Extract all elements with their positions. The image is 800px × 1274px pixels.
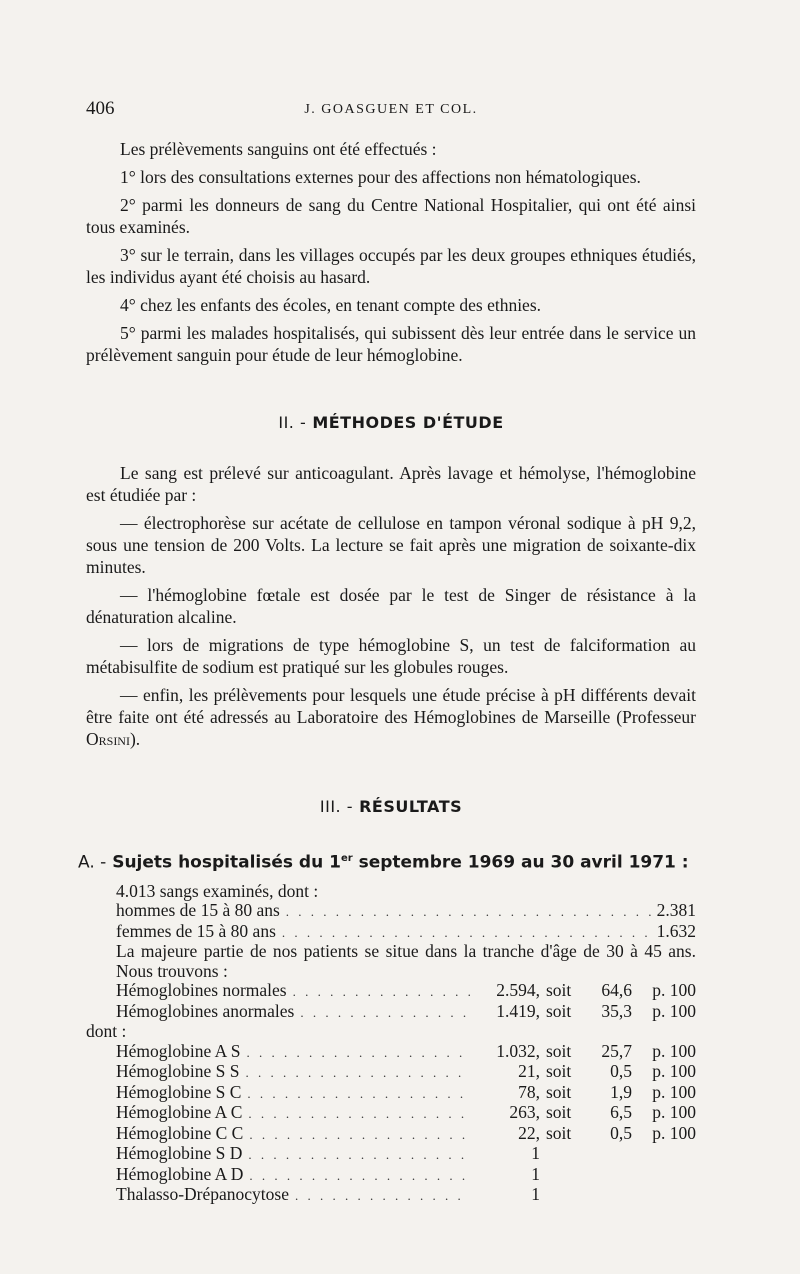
subsection-title-sup: er	[340, 853, 353, 864]
total-line: 4.013 sangs examinés, dont :	[116, 880, 319, 901]
row-count: 1.032,	[496, 1040, 540, 1061]
row-count: 1	[531, 1143, 540, 1164]
row-count: 1.419,	[496, 1000, 540, 1021]
page-number: 406	[86, 98, 115, 119]
row-count: 1	[531, 1163, 540, 1184]
row-soit: soit	[546, 1061, 572, 1082]
row-unit: p. 100	[652, 1061, 696, 1082]
row-count: 21,	[518, 1061, 540, 1082]
row-percent: 1,9	[610, 1081, 632, 1102]
row-count: 78,	[518, 1081, 540, 1102]
section-heading-methods	[86, 412, 696, 434]
page-body	[78, 138, 696, 1206]
leader-dots	[248, 1104, 470, 1124]
detail-row	[86, 1103, 696, 1124]
detail-row	[86, 1042, 696, 1063]
row-soit: soit	[546, 1102, 572, 1123]
row-count: 2.594,	[496, 980, 540, 1001]
row-label: Hémoglobine C C	[116, 1122, 244, 1143]
leader-dots	[286, 902, 651, 922]
detail-row	[86, 1144, 696, 1165]
page-header	[86, 98, 696, 124]
row-label: Hémoglobine S D	[116, 1143, 243, 1164]
section-heading-results	[86, 796, 696, 818]
detail-row	[86, 1124, 696, 1145]
methods-paragraph: — l'hémoglobine fœtale est dosée par le test de Singer de résistance à la dénaturation alcaline.	[86, 585, 696, 627]
intro-item-3: 3° sur le terrain, dans les villages occupés par les deux groupes ethniques étudiés, les individus ayant été choisis au hasard.	[86, 245, 696, 287]
row-value: 2.381	[656, 900, 696, 921]
leader-dots	[248, 1145, 470, 1165]
row-percent: 64,6	[601, 980, 632, 1001]
row-percent: 0,5	[610, 1061, 632, 1082]
row-label: hommes de 15 à 80 ans	[116, 900, 280, 921]
leader-dots	[295, 1186, 470, 1206]
row-soit: soit	[546, 1040, 572, 1061]
row-count: 263,	[509, 1102, 540, 1123]
row-unit: p. 100	[652, 1122, 696, 1143]
section-number: II. -	[278, 413, 307, 432]
leader-dots	[246, 1043, 470, 1063]
intro-item-2: 2° parmi les donneurs de sang du Centre National Hospitalier, qui ont été ainsi tous examinés.	[86, 195, 696, 237]
section-number: III. -	[319, 797, 353, 816]
methods-paragraph-last	[86, 684, 696, 750]
leader-dots	[300, 1003, 470, 1023]
detail-row	[86, 1165, 696, 1186]
row-unit: p. 100	[652, 980, 696, 1001]
row-count: 22,	[518, 1122, 540, 1143]
row-percent: 35,3	[601, 1000, 632, 1021]
row-soit: soit	[546, 1000, 572, 1021]
row-unit: p. 100	[652, 1040, 696, 1061]
leader-dots	[247, 1084, 470, 1104]
running-head: J. GOASGUEN ET COL.	[304, 102, 478, 117]
subsection-title-part1: Sujets hospitalisés du 1	[112, 852, 341, 873]
row-percent: 6,5	[610, 1102, 632, 1123]
row-label: Hémoglobine A S	[116, 1040, 241, 1061]
row-soit: soit	[546, 1081, 572, 1102]
row-unit: p. 100	[652, 1102, 696, 1123]
intro-item-5: 5° parmi les malades hospitalisés, qui subissent dès leur entrée dans le service un prélèvement sanguin pour étude de leur hémoglobine.	[86, 323, 696, 365]
section-title: MÉTHODES D'ÉTUDE	[312, 413, 504, 432]
sex-row	[86, 922, 696, 943]
methods-text: — enfin, les prélèvements pour lesquels une étude précise à pH différents devait être faite ont été adressés au Laboratoire des Hémoglobines de Marseille (Professeur	[86, 685, 696, 727]
leader-dots	[282, 923, 651, 943]
methods-text-end: ).	[129, 729, 141, 749]
intro-lead: Les prélèvements sanguins ont été effectués :	[120, 139, 437, 159]
detail-row	[86, 1062, 696, 1083]
detail-row	[86, 1083, 696, 1104]
results-block	[86, 882, 696, 1206]
row-label: Hémoglobine A C	[116, 1102, 243, 1123]
summary-row	[86, 981, 696, 1002]
row-soit: soit	[546, 1122, 572, 1143]
row-label: Hémoglobine S S	[116, 1061, 240, 1082]
methods-paragraph: Le sang est prélevé sur anticoagulant. Après lavage et hémolyse, l'hémoglobine est étudiée par :	[86, 463, 696, 505]
leader-dots	[249, 1125, 470, 1145]
leader-dots	[249, 1166, 470, 1186]
subsection-heading	[78, 848, 696, 874]
row-unit: p. 100	[652, 1081, 696, 1102]
age-paragraph	[86, 942, 696, 981]
detail-row	[86, 1185, 696, 1206]
dont-label: dont :	[86, 1021, 127, 1042]
subsection-title-part2: septembre 1969 au 30 avril 1971 :	[352, 852, 689, 873]
intro-item-1: 1° lors des consultations externes pour des affections non hématologiques.	[120, 167, 641, 187]
row-percent: 25,7	[601, 1040, 632, 1061]
subsection-letter: A. -	[78, 852, 107, 873]
row-label: Hémoglobine A D	[116, 1163, 244, 1184]
row-soit: soit	[546, 980, 572, 1001]
row-label: Thalasso-Drépanocytose	[116, 1184, 289, 1205]
row-label: Hémoglobine S C	[116, 1081, 242, 1102]
age-text: La majeure partie de nos patients se situe dans la tranche d'âge de 30 à 45 ans. Nous trouvons :	[116, 941, 696, 981]
leader-dots	[245, 1063, 470, 1083]
row-percent: 0,5	[610, 1122, 632, 1143]
methods-paragraph: — électrophorèse sur acétate de cellulose en tampon véronal sodique à pH 9,2, sous une tension de 200 Volts. La lecture se fait après une migration de soixante-dix minutes.	[86, 513, 696, 577]
methods-paragraph: — lors de migrations de type hémoglobine S, un test de falciformation au métabisulfite de sodium est pratiqué sur les globules rouges.	[86, 635, 696, 677]
row-value: 1.632	[656, 920, 696, 941]
sex-row	[86, 901, 696, 922]
leader-dots	[293, 982, 470, 1002]
section-title: RÉSULTATS	[359, 797, 463, 816]
row-label: Hémoglobines normales	[116, 980, 287, 1001]
summary-row	[86, 1002, 696, 1023]
row-count: 1	[531, 1184, 540, 1205]
row-unit: p. 100	[652, 1000, 696, 1021]
row-label: Hémoglobines anormales	[116, 1000, 295, 1021]
intro-item-4: 4° chez les enfants des écoles, en tenant compte des ethnies.	[120, 295, 542, 315]
row-label: femmes de 15 à 80 ans	[116, 920, 276, 941]
professor-name: Orsini	[86, 729, 130, 749]
